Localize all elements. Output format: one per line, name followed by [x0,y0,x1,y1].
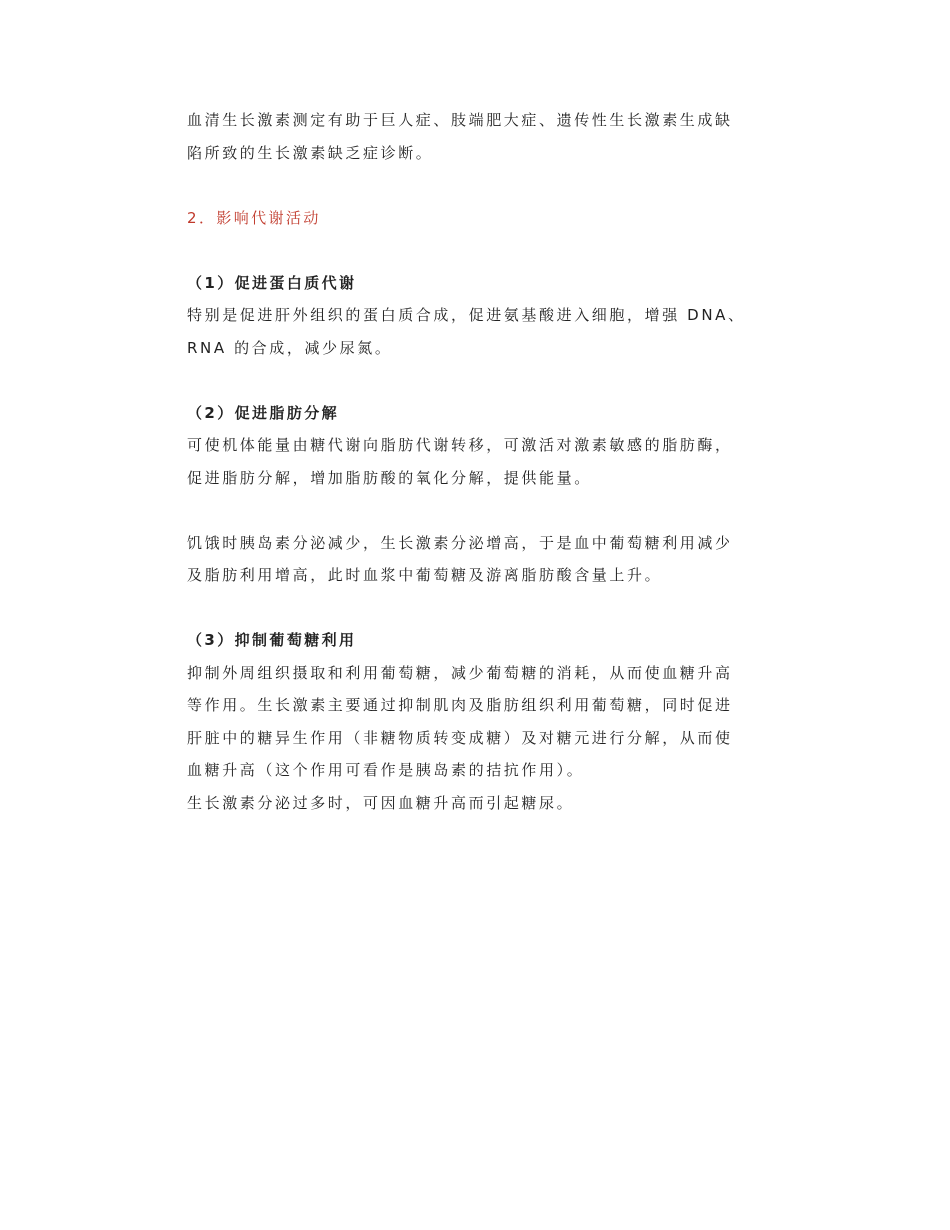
text-line: 促进脂肪分解，增加脂肪酸的氧化分解，提供能量。 [187,468,592,487]
document-page [187,104,767,819]
spacer [187,494,767,527]
spacer [187,169,767,202]
text-line: 可使机体能量由糖代谢向脂肪代谢转移，可激活对激素敏感的脂肪酶， [187,436,733,454]
fasting-paragraph [187,527,767,592]
fat-paragraph [187,429,767,494]
text-line: 抑制外周组织摄取和利用葡萄糖，减少葡萄糖的消耗，从而使血糖升高 [187,663,733,682]
spacer [187,592,767,625]
text-line: 血糖升高（这个作用可看作是胰岛素的拮抗作用）。 [187,761,585,779]
section-heading: 2．影响代谢活动 [187,208,321,227]
text-line: 等作用。生长激素主要通过抑制肌肉及脂肪组织利用葡萄糖，同时促进 [187,696,733,714]
text-line: 陷所致的生长激素缺乏症诊断。 [187,143,434,162]
text-line: 生长激素分泌过多时，可因血糖升高而引起糖尿。 [187,793,575,812]
intro-paragraph [187,104,767,169]
spacer [187,234,767,267]
text-line: 肝脏中的糖异生作用（非糖物质转变成糖）及对糖元进行分解，从而使 [187,728,733,747]
glucose-paragraph [187,657,767,820]
subsection-heading-fat: （2）促进脂肪分解 [187,403,340,422]
text-line: 及脂肪利用增高，此时血浆中葡萄糖及游离脂肪酸含量上升。 [187,566,663,584]
text-line: RNA 的合成，减少尿氮。 [187,338,393,357]
protein-paragraph [187,299,767,364]
text-line: 血清生长激素测定有助于巨人症、肢端肥大症、遗传性生长激素生成缺 [187,111,733,129]
text-line: 饥饿时胰岛素分泌减少，生长激素分泌增高，于是血中葡萄糖利用减少 [187,533,733,552]
text-line: 特别是促进肝外组织的蛋白质合成，促进氨基酸进入细胞，增强 DNA、 [187,306,746,324]
subsection-heading-glucose: （3）抑制葡萄糖利用 [187,631,357,649]
spacer [187,364,767,397]
subsection-heading-protein: （1）促进蛋白质代谢 [187,273,357,292]
